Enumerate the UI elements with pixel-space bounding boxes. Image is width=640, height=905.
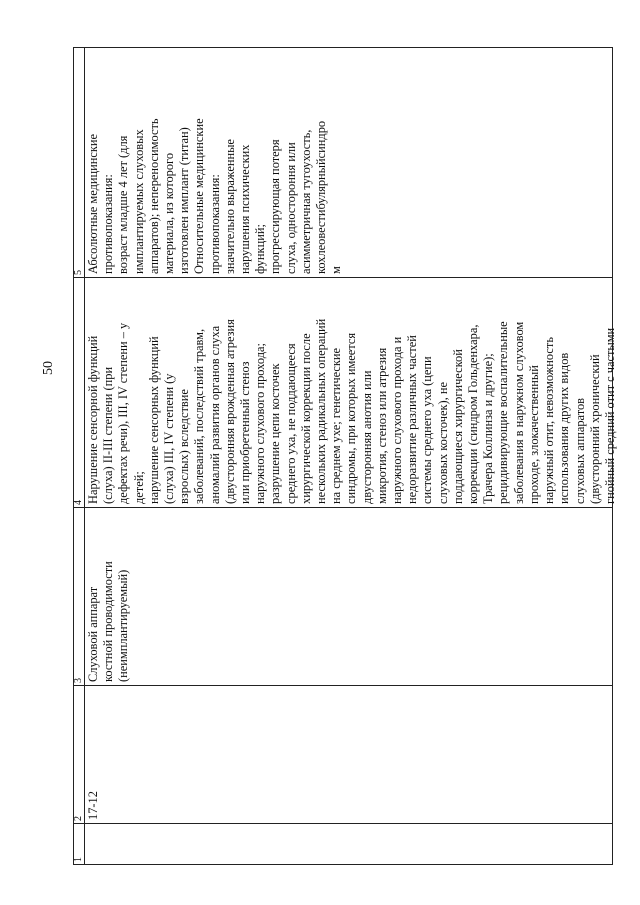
cell-line: значительно выраженные bbox=[222, 139, 237, 274]
cell-line: функций; bbox=[253, 224, 268, 274]
cell-line: имплантируемых слуховых bbox=[131, 129, 146, 274]
cell-line: заболеваний, последствий травм, bbox=[192, 328, 207, 504]
cell-line: Относительные медицинские bbox=[192, 118, 207, 274]
cell-line: наружный отит, невозможность bbox=[542, 337, 557, 504]
cell-line: или приобретенный стеноз bbox=[238, 361, 253, 504]
cell-line: дефектах речи), III, IV степени – у bbox=[116, 322, 131, 504]
cell-line: нарушения психических bbox=[238, 144, 253, 274]
cell-col4 bbox=[86, 278, 617, 507]
cell-line: проходе, злокачественный bbox=[526, 365, 541, 504]
cell-line: аномалий развития органов слуха bbox=[207, 325, 222, 504]
cell-line: синдромы, при которых имеется bbox=[344, 332, 359, 504]
cell-col3 bbox=[86, 508, 613, 685]
cell-line: м bbox=[329, 266, 344, 274]
cell-line: заболевания в наружном слуховом bbox=[511, 321, 526, 504]
cell-line: Трачера Коллинза и другие); bbox=[481, 353, 496, 504]
cell-line: противопоказания: bbox=[207, 174, 222, 274]
cell-line: хирургической коррекции после bbox=[298, 333, 313, 504]
cell-line: нескольких радикальных операций bbox=[314, 318, 329, 504]
column-number-4: 4 bbox=[73, 500, 84, 505]
cell-line: костной проводимости bbox=[101, 561, 116, 682]
cell-line: слуховых аппаратов bbox=[572, 397, 587, 504]
cell-line: поддающиеся хирургической bbox=[450, 349, 465, 504]
cell-line: двусторонняя анотия или bbox=[359, 370, 374, 504]
cell-col5 bbox=[86, 48, 613, 277]
column-number-5: 5 bbox=[73, 270, 84, 275]
table bbox=[73, 47, 617, 865]
cell-line: (слуха) III, IV степени (у bbox=[162, 373, 177, 504]
cell-line: изготовлен имплант (титан) bbox=[177, 127, 192, 274]
cell-line: рецидивирующие воспалительные bbox=[496, 321, 511, 504]
column-number-3: 3 bbox=[73, 678, 84, 683]
cell-line: на среднем ухе; генетические bbox=[329, 347, 344, 504]
cell-line: прогрессирующая потеря bbox=[268, 139, 283, 274]
cell-line: детей; bbox=[131, 471, 146, 504]
cell-line: слуха, одностороння или bbox=[283, 142, 298, 274]
cell-line: среднего уха, не поддающееся bbox=[283, 343, 298, 504]
column-number-2: 2 bbox=[73, 816, 84, 821]
page-number: 50 bbox=[41, 361, 56, 375]
header-separator bbox=[84, 47, 85, 865]
cell-line: (неимплантируемый) bbox=[116, 569, 131, 682]
cell-line: разрушение цепи косточек bbox=[268, 363, 283, 504]
cell-line: (двусторонняя врожденная атрезия bbox=[222, 319, 237, 504]
cell-line: Нарушение сенсорной функций bbox=[86, 335, 100, 504]
cell-line: наружного слухового прохода; bbox=[253, 343, 268, 504]
cell-col2 bbox=[86, 686, 613, 823]
cell-line: взрослых) вследствие bbox=[177, 389, 192, 504]
cell-line: противопоказания: bbox=[101, 174, 116, 274]
column-number-1: 1 bbox=[73, 857, 84, 862]
cell-line: (двусторонний хронический bbox=[587, 354, 602, 504]
cell-line: микротия, стеноз или атрезия bbox=[374, 347, 389, 504]
cell-line: Слуховой аппарат bbox=[86, 586, 100, 682]
cell-line: недоразвитие различных частей bbox=[405, 335, 420, 504]
cell-line: гнойный средний отит с частыми bbox=[602, 327, 617, 504]
table-border-left bbox=[73, 864, 613, 865]
table-rotated-frame bbox=[73, 47, 617, 865]
cell-line: Абсолютные медицинские bbox=[86, 133, 100, 274]
cell-line: (слуха) II-III степени (при bbox=[101, 366, 116, 504]
cell-line: материала, из которого bbox=[162, 152, 177, 274]
cell-line: аппаратов); непереносимость bbox=[146, 118, 161, 274]
cell-line: асимметричная тугоухость, bbox=[298, 129, 313, 274]
cell-col1 bbox=[86, 824, 613, 864]
cell-line: системы среднего уха (цепи bbox=[420, 356, 435, 504]
cell-line: нарушение сенсорных функций bbox=[146, 336, 161, 504]
cell-line: наружного слухового прохода и bbox=[390, 336, 405, 504]
cell-line: слуховых косточек), не bbox=[435, 382, 450, 504]
cell-line: возраст младше 4 лет (для bbox=[116, 135, 131, 274]
cell-line: использования других видов bbox=[557, 352, 572, 504]
cell-line: 17-12 bbox=[86, 791, 100, 820]
cell-line: кохлеовестибулярныйсиндро bbox=[314, 120, 329, 274]
cell-line: коррекции (синдром Гольденхара, bbox=[466, 324, 481, 504]
